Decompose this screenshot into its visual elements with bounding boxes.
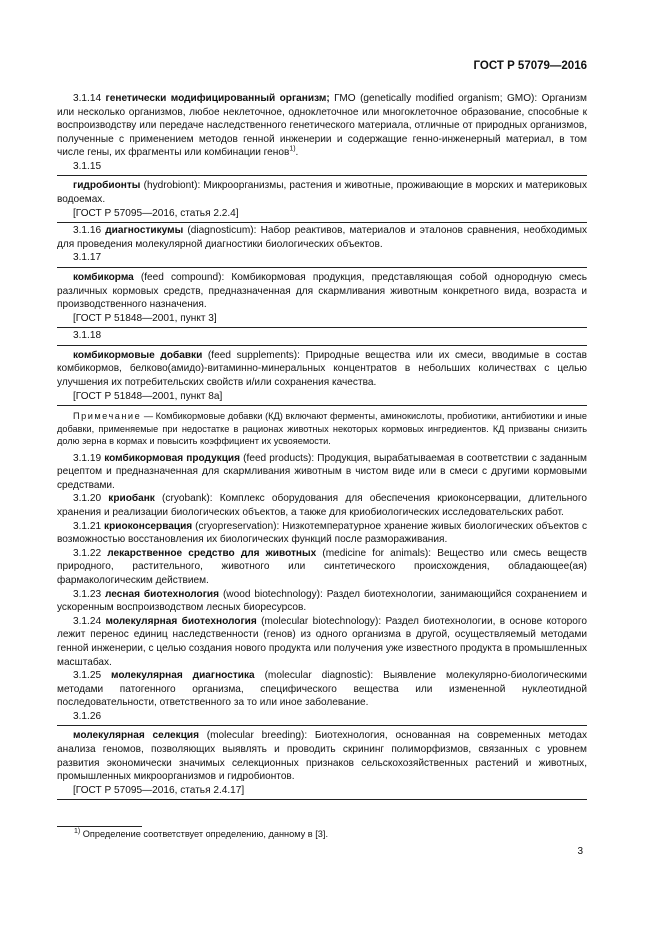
term-box-3-1-18 [57,345,587,406]
entry-number: 3.1.24 [73,615,102,627]
document-body [57,92,587,801]
term-name: лекарственное средство для животных [107,547,317,559]
term-entry [57,729,587,783]
term-box-3-1-17 [57,267,587,328]
term-definition: (cryobank): Комплекс оборудования для обеспечения криоконсервации, длительного хранения и реализации биологических объектов, а также для криобиологических исследовательских работ. [57,493,587,519]
term-source: [ГОСТ Р 51848—2001, пункт 3] [73,312,217,324]
term-name: комбикормовая продукция [104,452,241,464]
term-definition: ГМО (genetically modified organism; GMO): Организм или несколько организмов, любое неклеточное, одноклеточное или многоклеточное образование, способные к воспроизводству или передаче наследственного генетического материала, отличные от природных организмов, полученные с применением методов генной инженерии и содержащие генно-инженерный материал, в том числе гены, их фрагменты или комбинации генов [57,93,587,159]
term-name: криоконсервация [104,520,193,532]
term-entry-3-1-22 [57,547,587,588]
note-label: Примечание [73,411,142,422]
term-entry-3-1-21 [57,520,587,547]
term-definition: (hydrobiont): Микроорганизмы, растения и животные, проживающие в морских и материковых водоемах. [57,180,587,206]
term-entry [57,271,587,312]
term-entry-3-1-23 [57,588,587,615]
term-definition: (diagnosticum): Набор реактивов, материалов и эталонов сравнения, необходимых для проведения молекулярной диагностики биологических объектов. [57,225,587,250]
entry-number: 3.1.20 [73,493,102,505]
entry-number: 3.1.14 [73,93,102,104]
term-source: [ГОСТ Р 57095—2016, статья 2.2.4] [73,207,239,219]
footnote [74,829,328,839]
footnote-mark: 1) [74,827,81,835]
term-name: молекулярная селекция [73,730,199,742]
term-definition: (feed products): Продукция, вырабатываемая в соответствии с заданным рецептом и предназначенная для скармливания животным в чистом виде или в смеси с другими кормовыми средствами. [57,452,587,491]
term-definition: (molecular biotechnology): Раздел биотехнологии, в основе которого лежит перенос единиц наследственности (генов) из одного организма в другой, осуществляемый методами генной инженерии, с целью создания нового продукта или получения уже известного продукта в промышленных масштабах. [57,615,587,668]
term-entry-3-1-24 [57,615,587,669]
entry-number: 3.1.21 [73,520,102,532]
term-definition: (molecular diagnostic): Выявление молекулярно-биологическими методами патогенного организма, специфического вещества или измененной нуклеотидной последовательности, ответственного за то или иное заболевание. [57,670,587,709]
term-entry-3-1-19 [57,452,587,493]
term-definition: (feed compound): Комбикормовая продукция, представляющая собой однородную смесь различных кормовых средств, предназначенная для скармливания животным конкретного вида, возраста и производственного назначения. [57,271,587,311]
entry-number: 3.1.17 [73,252,102,264]
page-number: 3 [577,846,583,857]
term-entry-3-1-14: 3.1.14 генетически модифицированный организм; ГМО (genetically modified organism; GMO): Организм или несколько организмов, любое неклеточное, одноклеточное или многоклеточное образование, способные к воспроизводству или передаче наследственного генетического материала, отличные от природных организмов, полученные с применением методов генной инженерии и содержащие генно-инженерный материал, в том числе гены, их фрагменты или комбинации генов$^{1)}$. [57,93,587,159]
term-entry-3-1-16 [57,224,587,251]
term-name: гидробионты [73,180,141,192]
term-definition: (molecular breeding): Биотехнология, основанная на современных методах анализа геномов, позволяющих выявлять и проводить скрининг полиморфизмов, связанных с уровнем развития экономически значимых селекционных признаков сельскохозяйственных растений и животных, промышленных микроорганизмов и гидробионтов. [57,730,587,783]
term-box-3-1-15 [57,175,587,223]
term-name: криобанк [108,493,155,505]
entry-number: 3.1.16 [73,225,102,237]
term-entry-3-1-25 [57,669,587,710]
entry-number: 3.1.18 [73,330,102,342]
term-definition: (cryopreservation): Низкотемпературное хранение живых биологических объектов с возможностью восстановления их биологических функций после размораживания. [57,520,587,546]
footnote-divider [57,826,142,827]
entry-number: 3.1.23 [73,588,102,600]
note [57,410,587,448]
term-entry-3-1-20 [57,492,587,519]
term-source: [ГОСТ Р 51848—2001, пункт 8а] [73,390,223,402]
term-name: генетически модифицированный организм; [105,93,330,104]
term-name: комбикорма [73,271,134,283]
term-entry [57,179,587,206]
term-name: комбикормовые добавки [73,349,203,361]
entry-number: 3.1.22 [73,547,102,559]
term-definition: (feed supplements): Природные вещества или их смеси, вводимые в состав комбикормов, белково(амидо)-витаминно-минеральных концентратов в небольших количествах с целью улучшения их потребительских свойств и/или сохранения качества. [57,349,587,388]
entry-number: 3.1.15 [73,160,102,172]
term-name: молекулярная биотехнология [105,615,257,627]
entry-number: 3.1.26 [73,710,102,722]
term-definition: (medicine for animals): Вещество или смесь веществ природного, растительного, животного или синтетического происхождения, обладающее(ая) фармакологическим действием. [57,547,587,587]
term-entry [57,349,587,390]
footnote-ref: 1) [289,146,296,154]
term-box-3-1-26 [57,725,587,800]
document-code-header: ГОСТ Р 57079—2016 [473,60,587,72]
term-name: диагностикумы [105,225,184,237]
term-definition: (wood biotechnology): Раздел биотехнологии, занимающийся сохранением и ускоренным воспроизводством лесных биоресурсов. [57,588,587,614]
note-text: — Комбикормовые добавки (КД) включают ферменты, аминокислоты, пробиотики, антибиотики и иные добавки, применяемые при недостатке в рационах животных некоторых кормовых ингредиентов. КД призваны снизить долю зерна в кормах и повысить коэффициент их усвояемости. [57,411,587,447]
entry-number: 3.1.25 [73,670,102,682]
term-name: лесная биотехнология [105,588,220,600]
term-name: молекулярная диагностика [111,670,255,682]
footnote-text: Определение соответствует определению, данному в [3]. [80,829,329,839]
term-source: [ГОСТ Р 57095—2016, статья 2.4.17] [73,784,245,796]
entry-number: 3.1.19 [73,452,102,464]
